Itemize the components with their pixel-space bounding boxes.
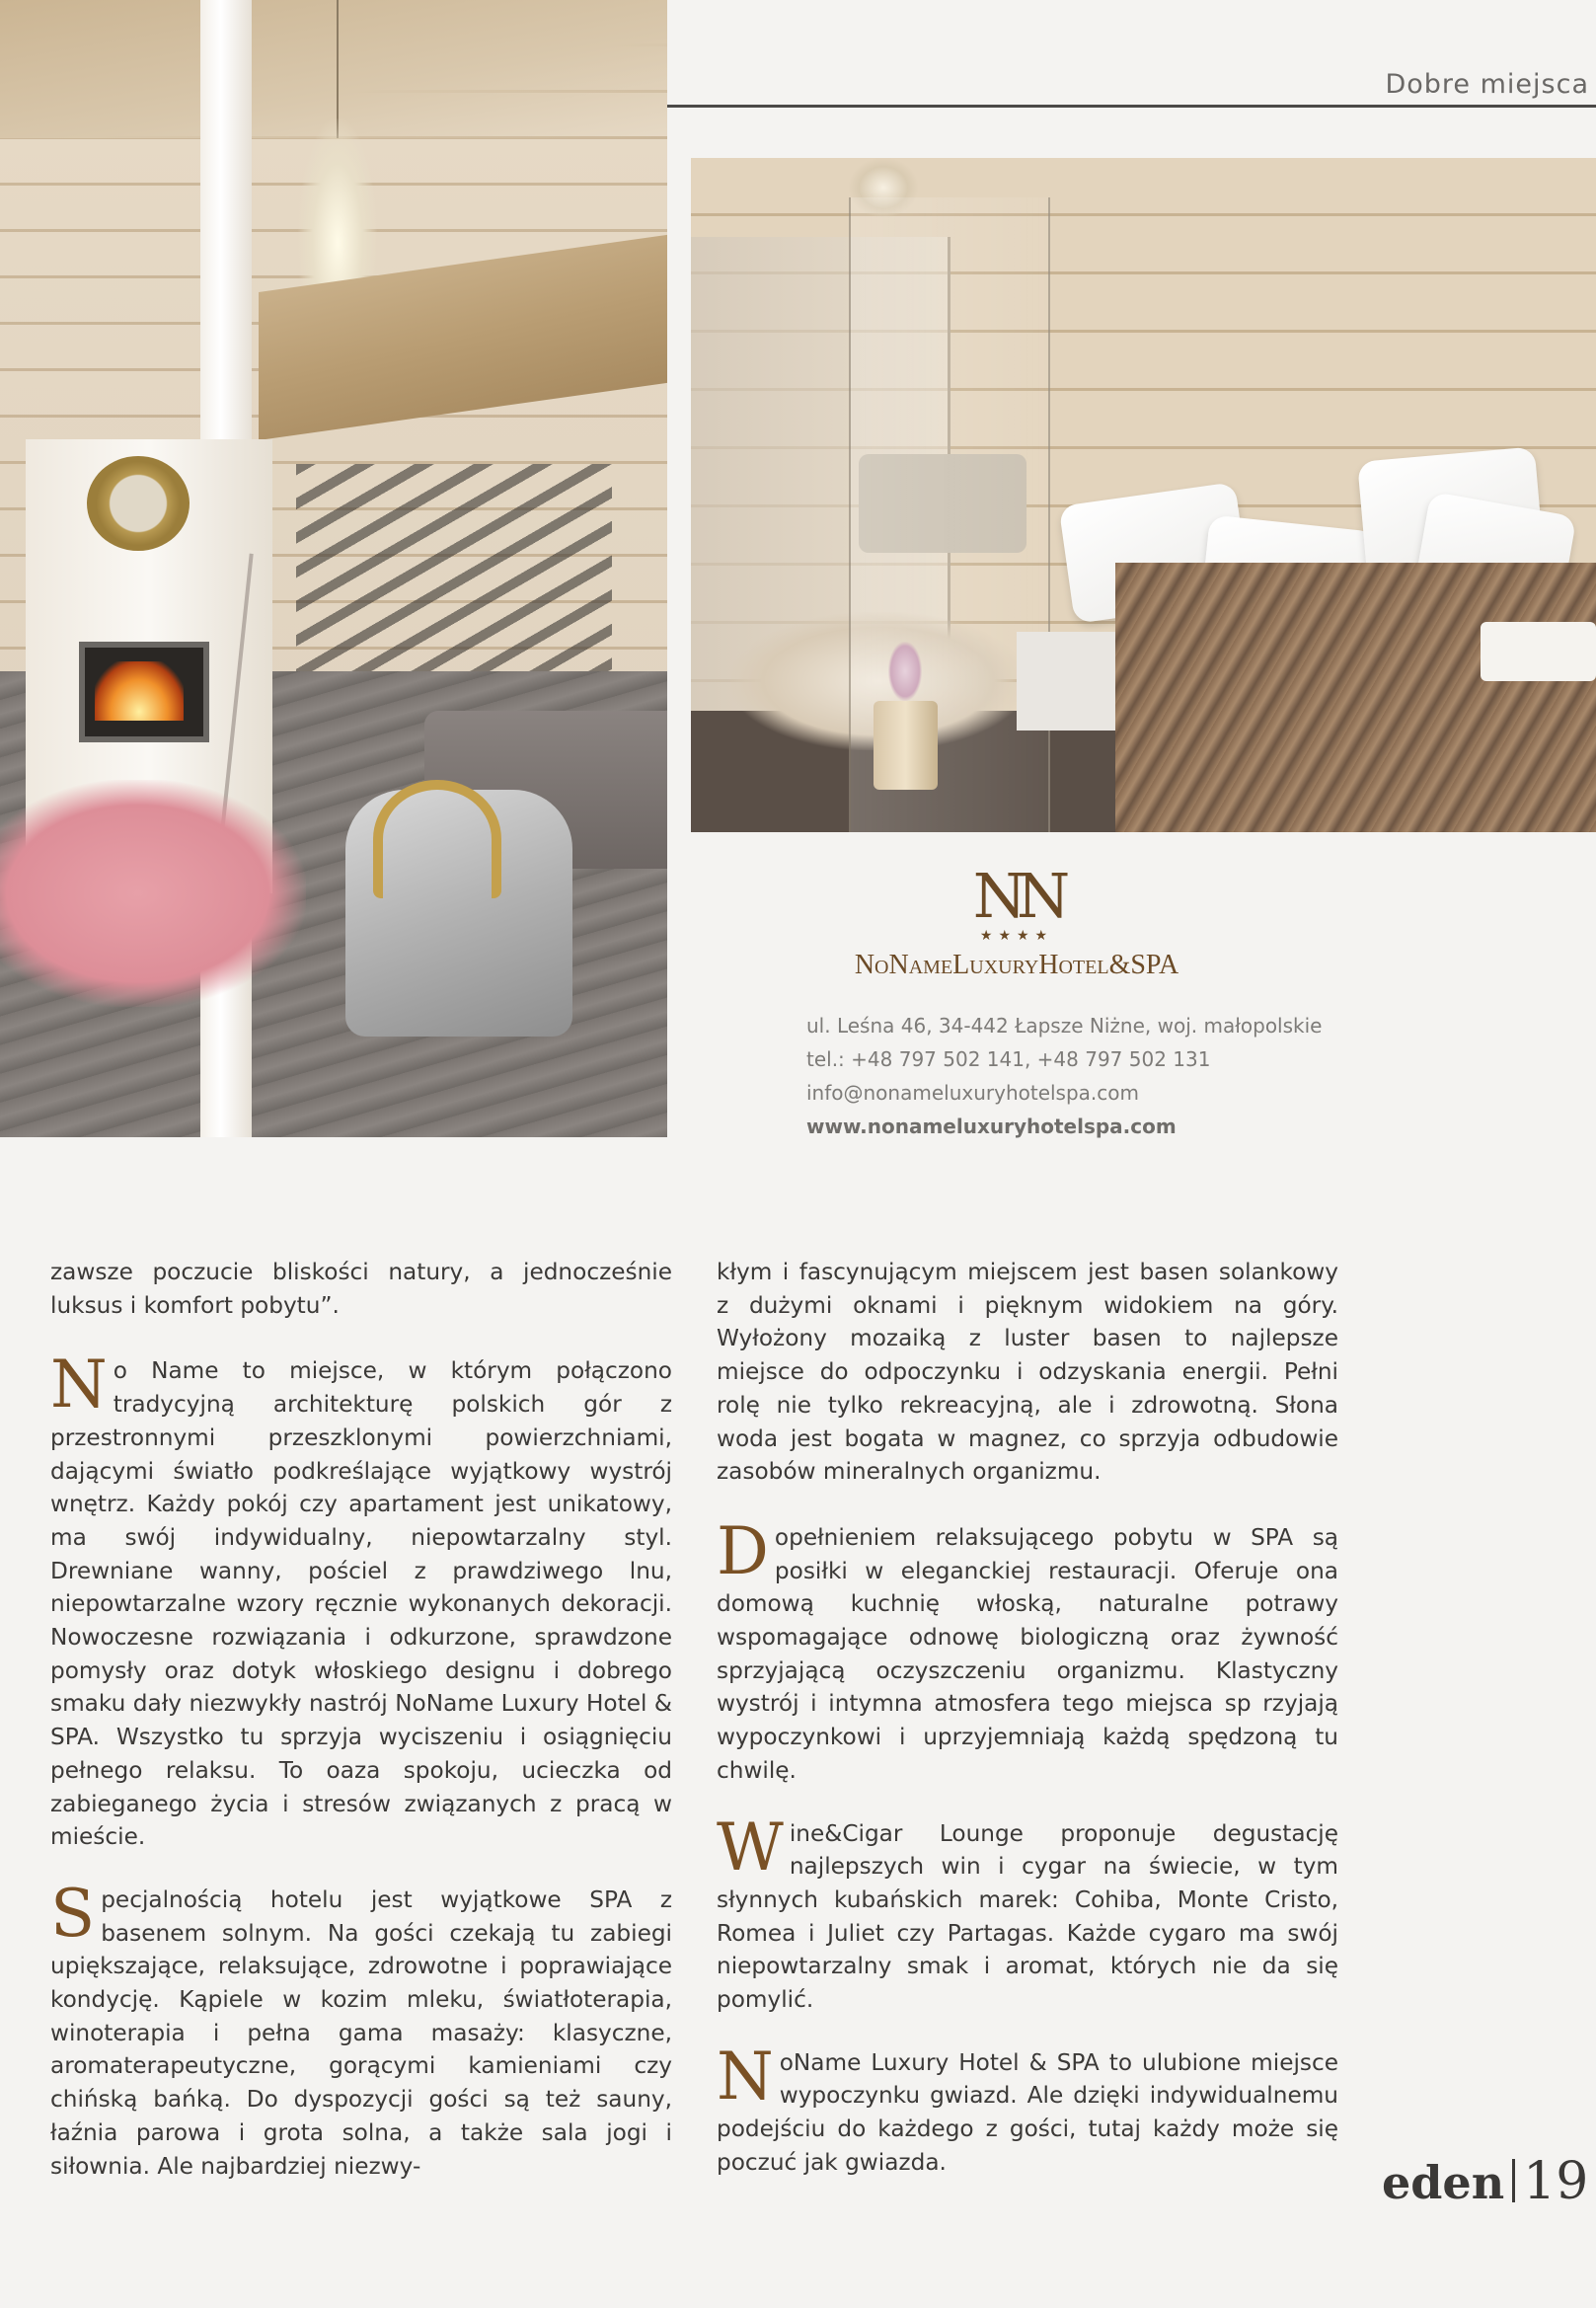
section-label: Dobre miejsca <box>1385 69 1589 100</box>
crystal-chandelier <box>298 118 377 296</box>
fur-throw <box>1115 563 1596 832</box>
article-paragraph <box>717 1808 1338 2017</box>
paragraph-text: pecjalnością hotelu jest wyjątkowe SPA z basenem solnym. Na gości czekają tu zabiegi upiększające, relaksujące, zdrowotne i poprawiające kondycję. Kąpiele w kozim mleku, światłoterapia, winoterapia i pełna gama masaży: klasyczne, aromaterapeutyczne, gorącymi kamieniami czy chińską bańką. Do dyspozycji gości są też sauny, łaźnia parowa i grota solna, a także sala jogi i siłownia. Ale najbardziej niezwy- <box>50 1885 672 2180</box>
breakfast-tray <box>1481 622 1596 681</box>
drop-cap: S <box>50 1875 96 1952</box>
article-paragraph: zawsze poczucie bliskości natury, a jednocześnie luksus i komfort pobytu”. <box>50 1259 672 1319</box>
armchair-gold-frame <box>373 780 501 898</box>
hyacinth-flowers <box>888 642 922 701</box>
page-folio <box>1382 2152 1589 2211</box>
hotel-email: info@nonameluxuryhotelspa.com <box>806 1081 1140 1105</box>
drop-cap: N <box>50 1346 108 1423</box>
article-paragraph <box>717 1512 1338 1788</box>
pink-rug <box>0 780 306 1007</box>
paragraph-text: oName Luxury Hotel & SPA to ulubione miejsce wypoczynku gwiazd. Ale dzięki indywidualnemu podejściu do każdego z gości, tutaj każdy może się poczuć jak gwiazda. <box>717 2048 1338 2176</box>
header-rule <box>665 105 1596 108</box>
drop-cap: W <box>717 1808 784 1885</box>
hotel-website: www.nonameluxuryhotelspa.com <box>806 1115 1177 1138</box>
article-paragraph <box>50 1875 672 2183</box>
hotel-phone: tel.: +48 797 502 141, +48 797 502 131 <box>806 1047 1211 1071</box>
fire-flames <box>95 661 184 721</box>
paragraph-text: o Name to miejsce, w którym połączono tradycyjną architekturę polskich gór z przestronnymi przeszklonymi powierzchniami, dającymi światło podkreślające wyjątkowy wystrój wnętrz. Każdy pokój czy apartament jest unikatowy, ma swój indywidualny, niepowtarzalny styl. Drewniane wanny, pościel z prawdziwego lnu, niepowtarzalne wzory ręcznie wykonanych dekoracji. Nowoczesne rozwiązania i odkurzone, sprawdzone pomysły oraz dotyk włoskiego designu i dobrego smaku dały niezwykły nastrój NoName Luxury Hotel & SPA. Wszystko tu sprzyja wyciszeniu i osiągnięciu pełnego relaksu. To oaza spokoju, ucieczka od zabieganego życia i stresów związanych z pracą w mieście. <box>50 1357 672 1851</box>
paragraph-text: opełnieniem relaksującego pobytu w SPA są posiłki w eleganckiej restauracji. Oferuje ona domową kuchnię włoską, naturalne potrawy wspomagające odnowę biologiczną oraz żywność sprzyjającą oczyszczeniu organizmu. Klastyczny wystrój i intymna atmosfera tego miejsca sp rzyjają wypoczynkowi i uprzyjemniają każdą spędzoną tu chwilę. <box>717 1523 1338 1784</box>
paragraph-text: ine&Cigar Lounge proponuje degustację najlepszych win i cygar na świecie, w tym słynnych kubańskich marek: Cohiba, Monte Cristo, Romea i Juliet czy Partagas. Każde cygaro ma swój niepowtarzalny smak i aromat, których nie da się pomylić. <box>717 1819 1338 2014</box>
hotel-address: ul. Leśna 46, 34-442 Łapsze Niżne, woj. małopolskie <box>806 1014 1323 1038</box>
tree-stump-table <box>874 701 938 790</box>
hotel-contact <box>806 1009 1497 1143</box>
article-paragraph <box>717 2038 1338 2180</box>
drop-cap: D <box>717 1512 769 1589</box>
lounge-photo <box>0 0 667 1137</box>
hotel-name: NoNameLuxuryHotel&SPA <box>854 950 1179 980</box>
folio-separator <box>1512 2159 1515 2202</box>
article-paragraph: kłym i fascynującym miejscem jest basen solankowy z dużymi oknami i pięknym widokiem na góry. Wyłożony mozaiką z luster basen to najlepsze miejsce do odpoczynku i odzyskania energii. Pełni rolę nie tylko rekreacyjną, ale i zdrowotną. Słona woda jest bogata w magnez, co sprzyja odbudowie zasobów mineralnych organizmu. <box>717 1259 1338 1486</box>
magazine-brand: eden <box>1382 2156 1505 2209</box>
drop-cap: N <box>717 2038 774 2115</box>
page-number: 19 <box>1523 2152 1589 2211</box>
gold-mirror <box>87 456 190 551</box>
article-paragraph <box>50 1346 672 1854</box>
bedroom-photo <box>691 158 1596 832</box>
chandelier-chain <box>337 0 339 138</box>
hotel-stars: ★★★★ <box>979 928 1054 944</box>
hotel-logo-mark: NN <box>972 860 1061 932</box>
wooden-ceiling <box>0 0 667 138</box>
article-column-right <box>717 1256 1338 2209</box>
article-column-left <box>50 1256 672 2212</box>
